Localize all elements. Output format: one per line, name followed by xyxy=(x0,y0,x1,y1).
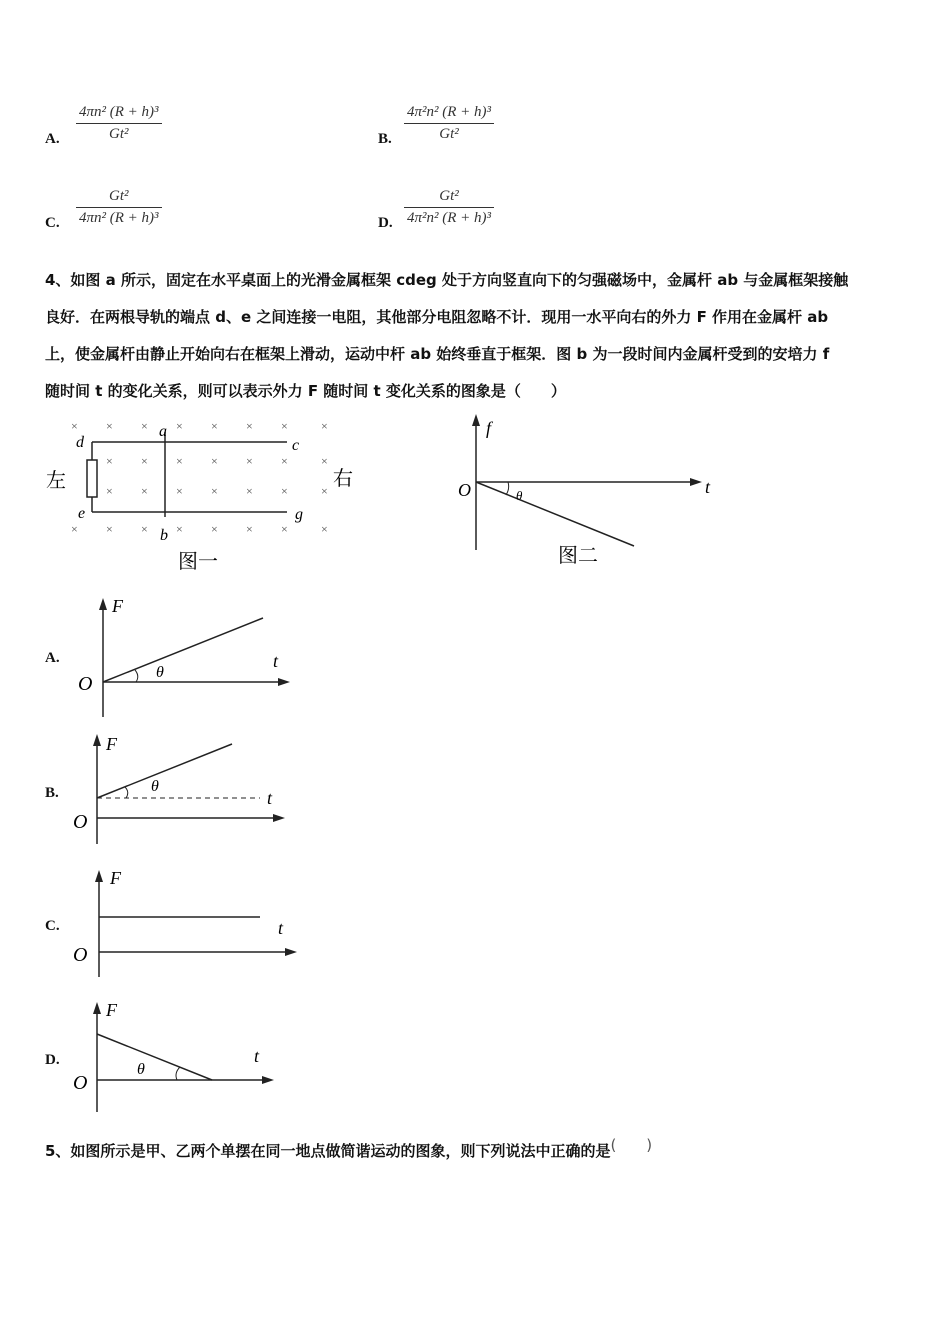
magnetic-field-marks xyxy=(71,419,328,536)
y-label: f xyxy=(486,418,492,438)
field-x-mark: × xyxy=(281,484,288,498)
resistor xyxy=(87,460,97,497)
fraction-numerator: Gt² xyxy=(404,188,494,208)
fraction-numerator: Gt² xyxy=(76,188,162,208)
q4-option-a-label: A. xyxy=(45,650,60,666)
figure-2-graph xyxy=(450,410,730,575)
field-x-mark: × xyxy=(141,419,148,433)
label-b: b xyxy=(160,527,168,544)
field-x-mark: × xyxy=(106,454,113,468)
field-x-mark: × xyxy=(246,522,253,536)
f-line xyxy=(476,482,634,546)
field-x-mark: × xyxy=(281,522,288,536)
svg-text:t: t xyxy=(273,651,279,671)
field-x-mark: × xyxy=(211,484,218,498)
field-x-mark: × xyxy=(106,484,113,498)
label-right: 右 xyxy=(333,468,353,490)
q3-option-c-formula xyxy=(76,188,162,227)
question-5-text xyxy=(45,1136,653,1161)
field-x-mark: × xyxy=(176,419,183,433)
label-left: 左 xyxy=(46,470,66,492)
x-label: t xyxy=(705,477,711,497)
q3-option-d xyxy=(378,212,393,232)
label-g: g xyxy=(295,506,303,523)
option-letter: A. xyxy=(45,131,60,147)
fraction-denominator: Gt² xyxy=(109,126,129,142)
q3-option-b-formula xyxy=(404,104,494,143)
figure-1-circuit xyxy=(40,415,370,575)
svg-text:O: O xyxy=(73,944,88,966)
svg-text:θ: θ xyxy=(151,778,159,795)
F-line xyxy=(97,1034,212,1080)
field-x-mark: × xyxy=(321,484,328,498)
field-x-mark: × xyxy=(281,419,288,433)
q4-option-c-graph xyxy=(70,862,305,982)
F-line xyxy=(103,618,263,682)
field-x-mark: × xyxy=(71,419,78,433)
svg-text:O: O xyxy=(73,1072,88,1094)
F-line xyxy=(97,744,232,798)
field-x-mark: × xyxy=(141,454,148,468)
q4-option-b-label: B. xyxy=(45,785,59,801)
field-x-mark: × xyxy=(106,419,113,433)
label-a: a xyxy=(159,423,167,440)
question-4-line-2: 良好．在两根导轨的端点 d、e 之间连接一电阻，其他部分电阻忽略不计．现用一水平向右的外力 F 作用在金属杆 ab xyxy=(45,308,829,326)
label-c: c xyxy=(292,437,300,454)
field-x-mark: × xyxy=(211,522,218,536)
fraction-numerator: 4πn² (R + h)³ xyxy=(76,104,162,124)
svg-text:θ: θ xyxy=(137,1061,145,1078)
field-x-mark: × xyxy=(71,522,78,536)
field-x-mark: × xyxy=(321,419,328,433)
x-axis-arrow xyxy=(690,478,702,486)
field-x-mark: × xyxy=(246,454,253,468)
fraction-denominator: 4π²n² (R + h)³ xyxy=(407,210,492,226)
field-x-mark: × xyxy=(141,522,148,536)
y-axis-arrow xyxy=(472,414,480,426)
q3-option-a-formula xyxy=(76,104,162,143)
q3-option-b xyxy=(378,128,392,148)
figure-2-caption: 图二 xyxy=(558,545,598,567)
label-e: e xyxy=(78,505,86,522)
svg-text:t: t xyxy=(267,788,273,808)
option-letter: D. xyxy=(378,215,393,231)
field-x-mark: × xyxy=(281,454,288,468)
field-x-mark: × xyxy=(176,484,183,498)
field-x-mark: × xyxy=(321,454,328,468)
q4-option-b-graph xyxy=(70,728,300,848)
q4-option-d-graph xyxy=(70,996,300,1116)
fraction-denominator: Gt² xyxy=(439,126,459,142)
fraction-numerator: 4π²n² (R + h)³ xyxy=(404,104,494,124)
field-x-mark: × xyxy=(246,484,253,498)
q4-option-c-label: C. xyxy=(45,918,60,934)
answer-paren: ( ) xyxy=(610,1136,653,1154)
field-x-mark: × xyxy=(246,419,253,433)
field-x-mark: × xyxy=(176,522,183,536)
q3-option-a xyxy=(45,128,60,148)
q4-option-d-label: D. xyxy=(45,1052,60,1068)
svg-text:F: F xyxy=(112,596,123,616)
field-x-mark: × xyxy=(211,454,218,468)
figure-1-caption: 图一 xyxy=(178,551,218,573)
question-4-line-4: 随时间 t 的变化关系，则可以表示外力 F 随时间 t 变化关系的图象是（ ） xyxy=(45,382,566,400)
question-4-line-1: 4、如图 a 所示，固定在水平桌面上的光滑金属框架 cdeg 处于方向竖直向下的匀强磁场中，金属杆 ab 与金属框架接触 xyxy=(45,271,849,289)
question-5-body: 5、如图所示是甲、乙两个单摆在同一地点做简谐运动的图象，则下列说法中正确的是 xyxy=(45,1142,611,1160)
fraction-denominator: 4πn² (R + h)³ xyxy=(79,210,159,226)
q3-option-c xyxy=(45,212,60,232)
question-4-text xyxy=(45,262,907,410)
svg-text:O: O xyxy=(73,811,88,833)
svg-text:F: F xyxy=(110,868,121,888)
q3-option-d-formula xyxy=(404,188,494,227)
option-letter: C. xyxy=(45,215,60,231)
origin-label: O xyxy=(458,480,471,500)
option-letter: B. xyxy=(378,131,392,147)
field-x-mark: × xyxy=(321,522,328,536)
field-x-mark: × xyxy=(106,522,113,536)
svg-text:F: F xyxy=(106,734,117,754)
svg-text:F: F xyxy=(106,1000,117,1020)
field-x-mark: × xyxy=(176,454,183,468)
svg-text:t: t xyxy=(278,918,284,938)
question-4-line-3: 上，使金属杆由静止开始向右在框架上滑动，运动中杆 ab 始终垂直于框架．图 b 为一段时间内金属杆受到的安培力 f xyxy=(45,345,830,363)
q4-option-a-graph xyxy=(70,592,300,722)
svg-text:t: t xyxy=(254,1046,260,1066)
label-d: d xyxy=(76,434,84,451)
svg-text:θ: θ xyxy=(156,664,164,681)
angle-label: θ xyxy=(516,488,523,503)
field-x-mark: × xyxy=(141,484,148,498)
svg-text:O: O xyxy=(78,673,93,695)
field-x-mark: × xyxy=(211,419,218,433)
